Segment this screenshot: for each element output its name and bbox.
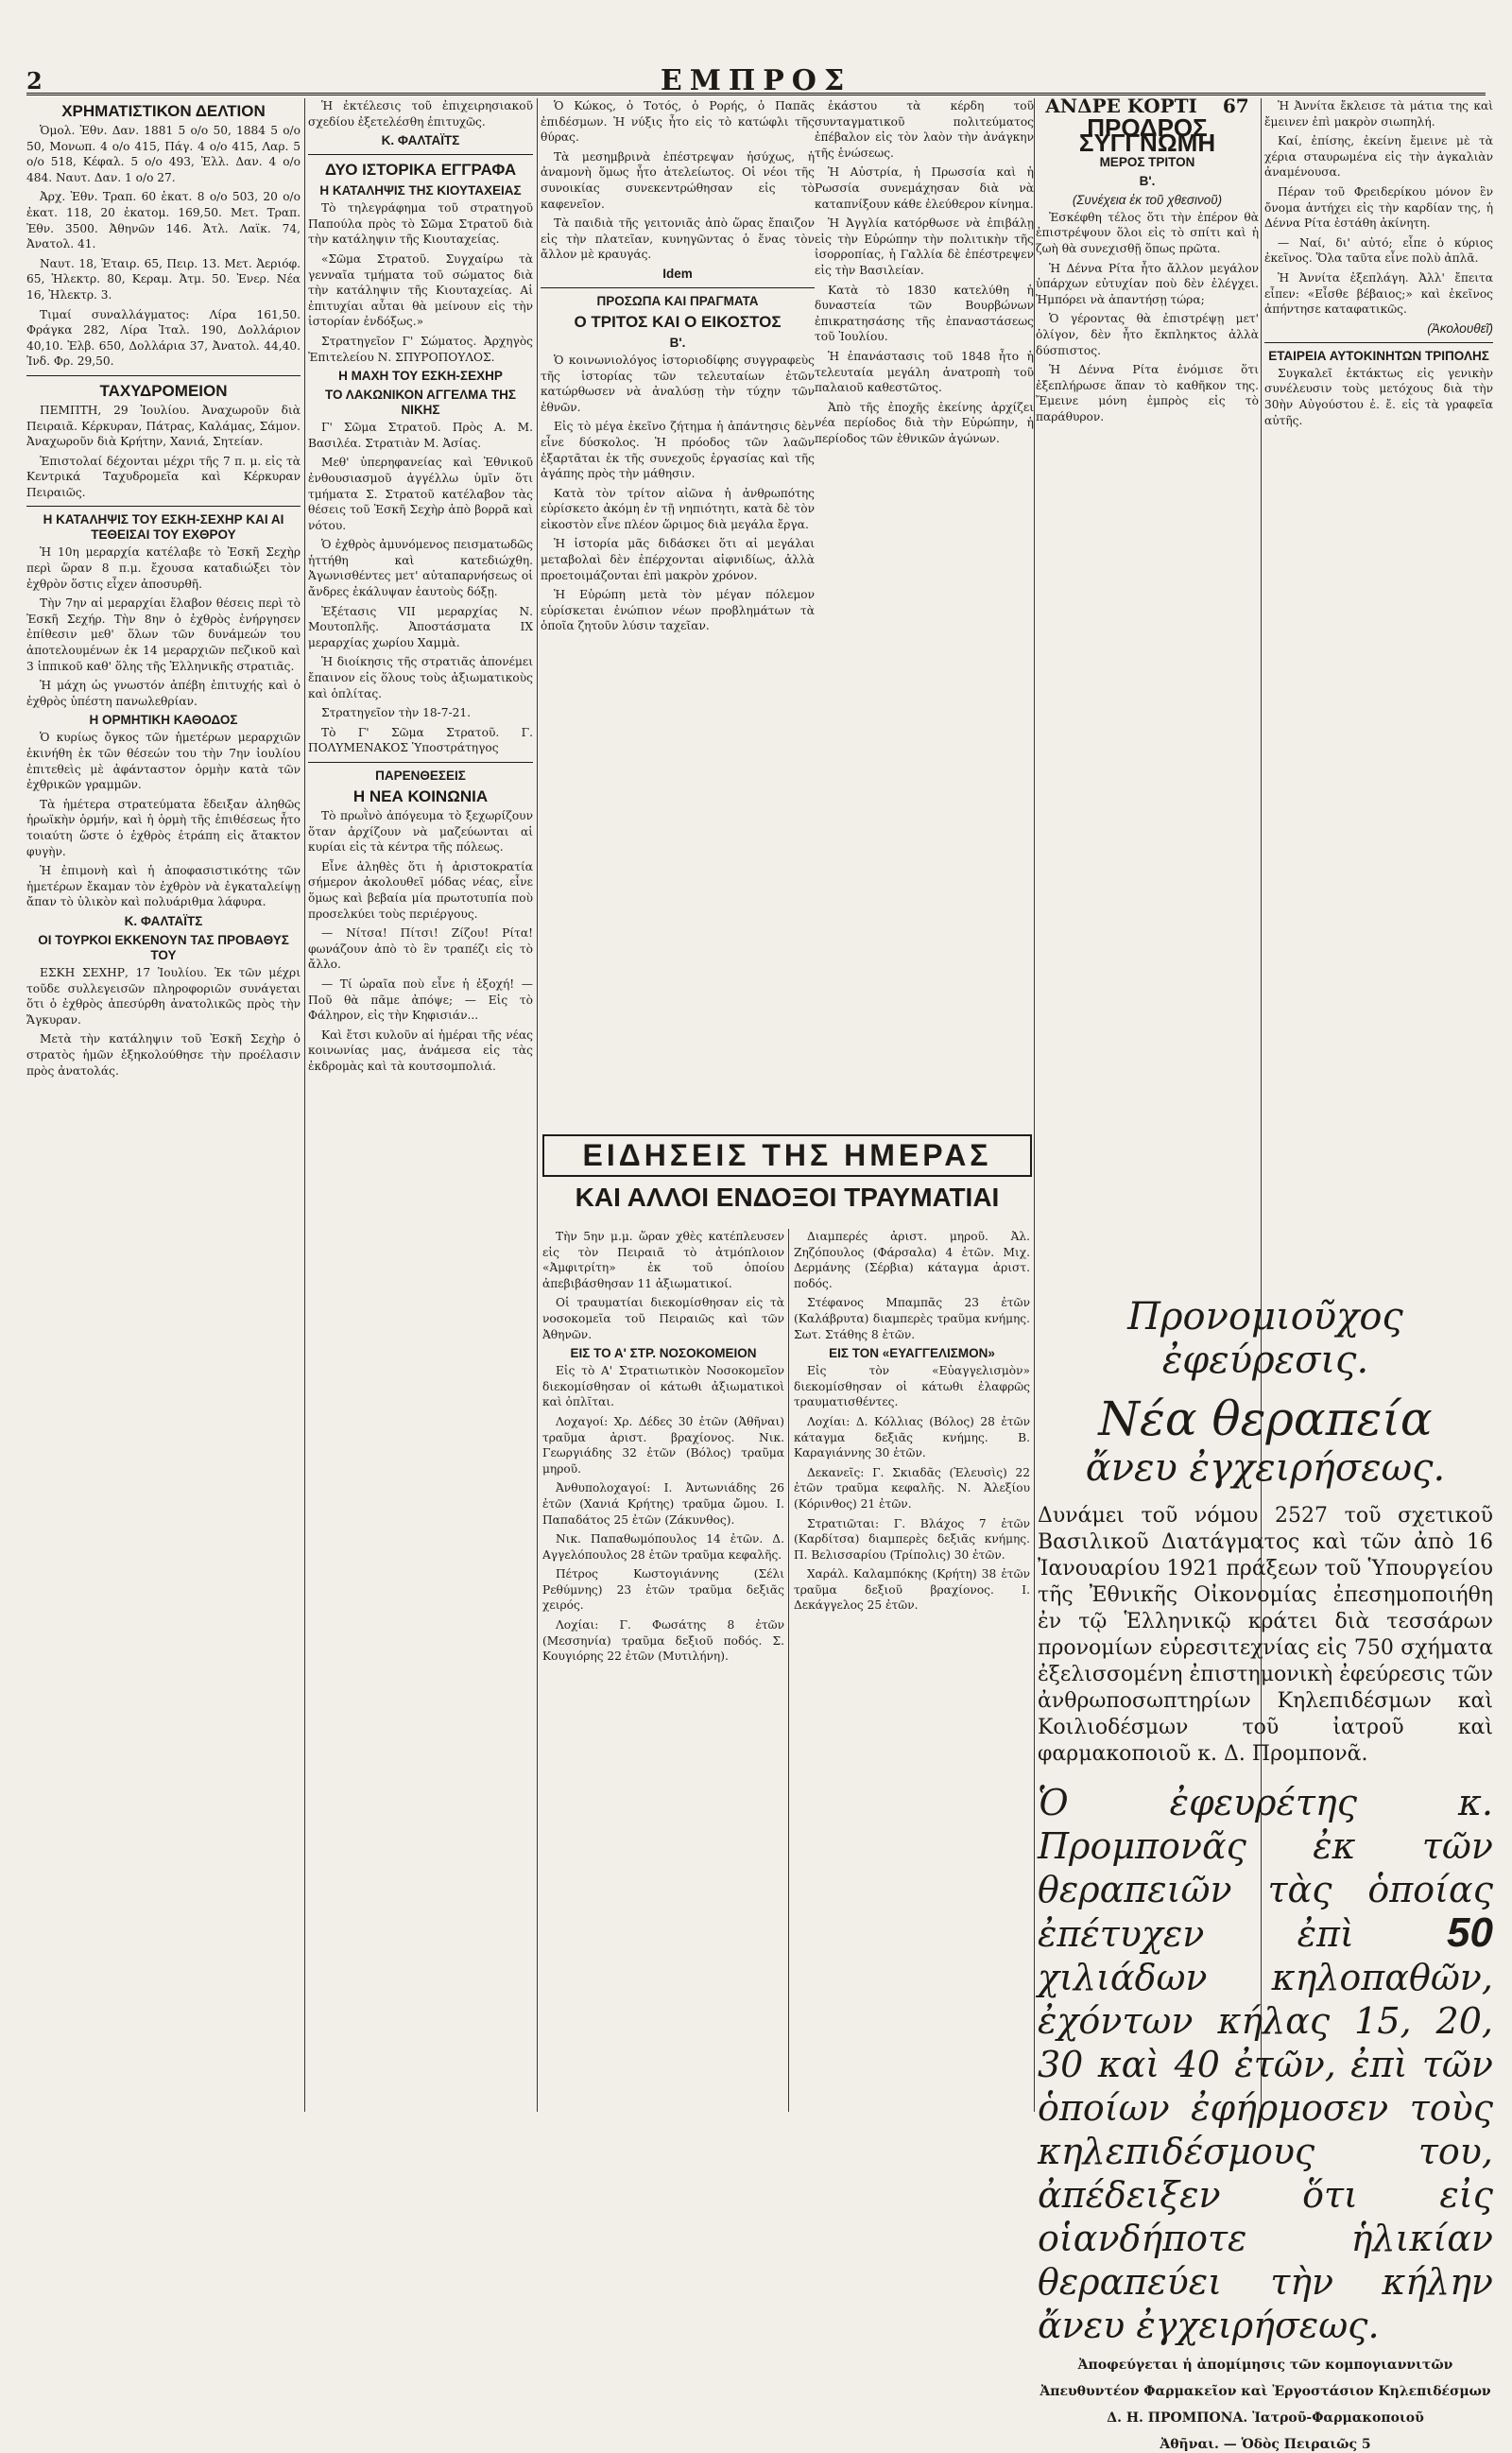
- heading-eski: Η ΚΑΤΑΛΗΨΙΣ ΤΟΥ ΕΣΚΗ-ΣΕΧΗΡ ΚΑΙ ΑΙ ΤΕΘΕΙΣΑΙ ΤΟΥ ΕΧΘΡΟΥ: [43, 512, 284, 543]
- article-para: Κατὰ τὸν τρίτον αἰῶνα ἡ ἀνθρωπότης εὑρίσκετο ἀκόμη ἐν τῇ νηπιότητι, κατὰ δὲ τὸν εἰκοστὸν εἶνε πλέον ὥριμος διὰ μεγάλα ἔργα.: [541, 486, 815, 531]
- column-market-news: [26, 98, 301, 2112]
- serial-part: ΜΕΡΟΣ ΤΡΙΤΟΝ: [1099, 154, 1195, 169]
- heading-part: Β'.: [669, 335, 686, 350]
- ad-number: 50: [1447, 1909, 1493, 1956]
- ad-foot2: Ἀπευθυντέον Φαρμακεῖον καὶ Ἐργοστάσιον Κηλεπιδέσμων: [1040, 2384, 1491, 2399]
- ad-invention: Ὁ ἐφευρέτης κ. Προμπονᾶς ἐκ τῶν θεραπειῶν τὰς ὁποίας ἐπέτυχεν ἐπὶ 50 χιλιάδων κηλοπαθῶν, ἐχόντων κήλας 15, 20, 30 καὶ 40 ἐτῶν, ἐπὶ τῶν ὁποίων ἐφήρμοσεν τοὺς κηλεπιδέσμους του, ἀπέδειξεν ὅτι εἰς οἱανδήποτε ἡλικίαν θεραπεύει τὴν κήλην ἄνευ ἐγχειρήσεως.: [1038, 1782, 1493, 2346]
- serial-para: Ὁ γέροντας θὰ ἐπιστρέψῃ μετ' ὀλίγον, δὲν ἦτο ἔκπληκτος ἀλλὰ δύσπιστος.: [1036, 312, 1259, 357]
- article-para: ΕΣΚΗ ΣΕΧΗΡ, 17 Ἰουλίου. Ἐκ τῶν μέχρι τοῦδε συλλεγεισῶν πληροφοριῶν συνάγεται ὅτι ὁ ἐχθρὸς ἀπεσύρθη ἀνατολικῶς πρὸς τὴν Ἄγκυραν.: [26, 965, 301, 1027]
- article-para: Κατὰ τὸ 1830 κατελύθη ἡ δυναστεία τῶν Βουρβώνων ἐπικρατησάσης τῆς ἐπαναστάσεως τοῦ Ἰουλίου.: [815, 283, 1034, 344]
- article-para: Στρατηγεῖον τὴν 18-7-21.: [321, 706, 472, 720]
- ad-text: Δυνάμει τοῦ νόμου 2527 τοῦ σχετικοῦ Βασιλικοῦ Διατάγματος καὶ τῶν ἀπὸ 16 Ἰανουαρίου 1921 πράξεων τοῦ Ὑπουργείου τῆς Ἐθνικῆς Οἰκονομίας ἐπεσημοποιήθη ἐν τῷ Ἑλληνικῷ κράτει διὰ τεσσάρων προνομίων εὑρεσιτεχνίας εἰς 750 σχήματα ἐξελισσομένη ἐπιστημονικὴ ἐφεύρεσις τῶν ἀνθρωποσωπτηρίων Κηλεπιδέσμων καὶ Κοιλιοδέσμων τοῦ ἰατροῦ καὶ φαρμακοποιοῦ κ. Δ. Προμπονᾶ.: [1038, 1504, 1493, 1766]
- mail-para: ΠΕΜΠΤΗ, 29 Ἰουλίου. Ἀναχωροῦν διὰ Πειραιᾶ. Κέρκυραν, Πάτρας, Καλάμας, Σάμον. Ἀναχωροῦν διὰ Κρήτην, Χανιά, Σητείαν.: [26, 403, 301, 449]
- column-serial-cont: [1264, 98, 1493, 1284]
- article-para: Ἡ Ἀγγλία κατόρθωσε νὰ ἐπιβάλῃ εἰς τὴν Εὐρώπην τὴν πολιτικὴν τῆς ἰσορροπίας, ἡ Γαλλία δὲ ἐπέστρεψεν εἰς τὴν Βασιλείαν.: [815, 216, 1034, 277]
- market-para: Ἀρχ. Ἐθν. Τραπ. 60 ἐκατ. 8 ο/ο 503, 20 ο/ο ἐκατ. 118, 20 ἐκατομ. 169,50. Μετ. Τραπ. Ἐθν. 3500. Ἀθηνῶν 146. Ἀτλ. Λαϊκ. 74, Ἀνατολ. 41.: [26, 190, 301, 251]
- article-para: Ἡ ἱστορία μᾶς διδάσκει ὅτι αἱ μεγάλαι μεταβολαὶ δὲν ἐπέρχονται αἰφνιδίως, ἀλλὰ προετοιμάζονται ἐπὶ μακρὸν χρόνον.: [541, 537, 815, 582]
- column-essay: [541, 98, 815, 1123]
- article-para: Τὰ μεσημβρινὰ ἐπέστρεψαν ἡσύχως, ἡ ἀναμονὴ ὅμως ἦτο ἀτελείωτος. Οἱ νέοι τῆς συνοικίας συνεκεντρώθησαν εἰς τὸ καφενεῖον.: [541, 149, 815, 211]
- article-para: Γ' Σῶμα Στρατοῦ. Πρὸς Α. Μ. Βασιλέα. Στρατιὰν Μ. Ἀσίας.: [308, 421, 533, 450]
- news-heading: ΕΙΔΗΣΕΙΣ ΤΗΣ ΗΜΕΡΑΣ: [542, 1134, 1032, 1177]
- market-para: Ναυτ. 18, Ἑταιρ. 65, Πειρ. 13. Μετ. Ἀεριόφ. 65, Ἡλεκτρ. 80, Κεραμ. Ἀτμ. 50. Ἐνερ. Νέα 16, Ἠλεκτρ. 3.: [26, 256, 301, 302]
- article-para: Λοχίαι: Δ. Κόλλιας (Βόλος) 28 ἐτῶν κάταγμα δεξιᾶς κνήμης. Β. Καραγιάννης 30 ἐτῶν.: [794, 1414, 1030, 1460]
- column-wounded-right: [794, 1229, 1030, 2112]
- heading-battle: Η ΜΑΧΗ ΤΟΥ ΕΣΚΗ-ΣΕΧΗΡ: [338, 369, 503, 384]
- article-para: «Σῶμα Στρατοῦ. Συγχαίρω τὰ γενναῖα τμήματα τοῦ σώματος διὰ τὴν κατάληψιν τῆς Κιουταχείας. Αἱ ἐπιτυχίαι αὗται θὰ μείνουν εἰς τὴν ἱστορίαν ἐνδόξως.»: [308, 251, 533, 329]
- market-para: Ὁμολ. Ἐθν. Δαν. 1881 5 ο/ο 50, 1884 5 ο/ο 50, Μονωπ. 4 ο/ο 415, Πάγ. 4 ο/ο 415, Λαρ. 5 ο/ο 518, Κέφαλ. 5 ο/ο 493, Ἑλλ. Δαν. 4 ο/ο 484. Ναυτ. Δαν. 1 ο/ο 27.: [26, 124, 301, 184]
- article-para: Εἰς τὸ Α' Στρατιωτικὸν Νοσοκομεῖον διεκομίσθησαν οἱ κάτωθι ἀξιωματικοὶ καὶ ὁπλῖται.: [542, 1364, 784, 1409]
- article-para: Ἐξέτασις VII μεραρχίας Ν. Μουτοπλῆς. Ἀποστάσματα IX μεραρχίας χωρίου Χαμμὰ.: [308, 604, 533, 649]
- serial-para: — Ναί, δι' αὐτό; εἶπε ὁ κύριος ἐκεῖνος. Ὅλα ταῦτα εἶνε πολὺ ἀπλᾶ.: [1264, 235, 1493, 266]
- article-para: Τὰ παιδιὰ τῆς γειτονιᾶς ἀπὸ ὥρας ἔπαιζον εἰς τὴν πλατεῖαν, κυνηγῶντας ὁ ἕνας τὸν ἄλλον μὲ κραυγάς.: [541, 216, 815, 262]
- article-para: Στρατιῶται: Γ. Βλάχος 7 ἐτῶν (Καρδίτσα) διαμπερὲς δεξιᾶς κνήμης. Π. Βελισσαρίου (Τρίπολις) 30 ἐτῶν.: [794, 1516, 1030, 1562]
- market-para: Τιμαί συναλλάγματος: Λίρα 161,50. Φράγκα 282, Λίρα Ἰταλ. 190, Δολλάριον 40,10. Ἐλβ. 650, Δολλάρια 37, Ἀνατολ. 44,40. Ἰνδ. Φρ. 29,50.: [26, 307, 301, 369]
- article-para: Οἱ τραυματίαι διεκομίσθησαν εἰς τὰ νοσοκομεῖα τοῦ Πειραιῶς καὶ τῶν Ἀθηνῶν.: [542, 1296, 784, 1341]
- ad-line3: ἄνευ ἐγχειρήσεως.: [1085, 1446, 1446, 1490]
- article-para: Ὁ ἐχθρὸς ἀμυνόμενος πεισματωδῶς ἡττήθη καὶ κατεδιώχθη. Ἀγωνισθέντες μετ' αὐταπαρνήσεως οἱ ἄνδρες ἐκάλυψαν ἑαυτοὺς δόξῃ.: [308, 538, 533, 599]
- heading-evangelismos: ΕΙΣ ΤΟΝ «ΕΥΑΓΓΕΛΙΣΜΟΝ»: [829, 1346, 995, 1361]
- serial-title: ΠΡΟΔΡΟΣ ΣΥΓΓΝΩΜΗ: [1078, 112, 1216, 158]
- article-para: — Νίτσα! Πίτσι! Ζίζου! Ρίτα! φωνάζουν ἀπὸ τὸ ἓν τραπέζι εἰς τὸ ἄλλο.: [308, 926, 533, 972]
- heading-kiout: Η ΚΑΤΑΛΗΨΙΣ ΤΗΣ ΚΙΟΥΤΑΧΕΙΑΣ: [319, 183, 522, 199]
- serial-para: Ἡ Δέννα Ρίτα ἦτο ἄλλον μεγάλον ὑπάρχων εὐτυχίαν ποὺ δὲν ἐλέγχει. Ἠμπόρει νὰ ἀπαντήσῃ τώρα;: [1036, 261, 1259, 306]
- article-para: Στρατηγεῖον Γ' Σώματος. Ἀρχηγὸς Ἐπιτελείου Ν. ΣΠΥΡΟΠΟΥΛΟΣ.: [308, 334, 533, 364]
- heading-hist: ΔΥΟ ΙΣΤΟΡΙΚΑ ΕΓΓΡΑΦΑ: [324, 161, 517, 180]
- article-para: Εἰς τὸν «Εὐαγγελισμὸν» διεκομίσθησαν οἱ κάτωθι ἐλαφρῶς τραυματισθέντες.: [794, 1364, 1030, 1409]
- article-para: Ἀνθυπολοχαγοί: Ι. Ἀντωνιάδης 26 ἐτῶν (Χανιά Κρήτης) τραῦμα ὤμου. Ι. Παπαδάτος 25 ἐτῶν (Ζάκυνθος).: [542, 1481, 784, 1527]
- column-rule: [788, 1229, 789, 2112]
- article-para: Ἡ διοίκησις τῆς στρατιᾶς ἀπονέμει ἔπαινον εἰς ὅλους τοὺς ἀξιωματικοὺς καὶ ὁπλίτας.: [308, 655, 533, 700]
- heading-laconic: ΤΟ ΛΑΚΩΝΙΚΟΝ ΑΓΓΕΛΜΑ ΤΗΣ ΝΙΚΗΣ: [324, 388, 517, 418]
- article-para: Στέφανος Μπαμπᾶς 23 ἐτῶν (Καλάβρυτα) διαμπερὲς τραῦμα κνήμης. Σωτ. Στάθης 8 ἐτῶν.: [794, 1296, 1030, 1341]
- ad-foot3: Δ. Η. ΠΡΟΜΠΟΝΑ. Ἰατροῦ-Φαρμακοποιοῦ: [1107, 2410, 1424, 2426]
- article-para: Ἡ μάχη ὡς γνωστόν ἀπέβη ἐπιτυχής καὶ ὁ ἐχθρὸς ὑπέστη πανωλεθρίαν.: [26, 679, 301, 708]
- article-para: Εἰς τὸ μέγα ἐκεῖνο ζήτημα ἡ ἀπάντησις δὲν εἶνε δύσκολος. Ἡ πρόοδος τῶν λαῶν ἐξαρτᾶται ἐκ τῆς συνεχοῦς ἐργασίας καὶ τῆς ἀγάπης πρὸς τὴν μάθησιν.: [541, 420, 815, 481]
- column-essay-cont: [815, 98, 1034, 1123]
- article-para: Ὁ κοινωνιολόγος ἱστοριοδίφης συγγραφεὺς τῆς ἱστορίας τῶν τελευταίων ἐτῶν κατώρθωσεν νὰ ἀναλύσῃ τὴν τύχην τῶν ἐθνῶν.: [541, 353, 815, 414]
- heading-nosokomeion: ΕΙΣ ΤΟ Α' ΣΤΡ. ΝΟΣΟΚΟΜΕΙΟΝ: [570, 1346, 757, 1361]
- masthead: [26, 63, 1486, 97]
- serial-para: Καί, ἐπίσης, ἐκείνη ἔμεινε μὲ τὰ χέρια σταυρωμένα εἰς τὴν ἀγκαλιὰν ἀναμένουσα.: [1264, 134, 1493, 180]
- article-para: Τὴν 5ην μ.μ. ὥραν χθὲς κατέπλευσεν εἰς τὸν Πειραιᾶ τὸ ἀτμόπλοιον «Ἀμφιτρίτη» ἐκ τοῦ ὁποίου ἀπεβιβάσθησαν 11 ἀξιωματικοί.: [542, 1230, 784, 1290]
- article-para: Ἡ ἐπανάστασις τοῦ 1848 ἦτο ἡ τελευταία μεγάλη ἀνατροπὴ τοῦ παλαιοῦ καθεστῶτος.: [815, 349, 1034, 395]
- heading-tritos: Ο ΤΡΙΤΟΣ ΚΑΙ Ο ΕΙΚΟΣΤΟΣ: [574, 312, 782, 331]
- heading-kathodos: Η ΟΡΜΗΤΙΚΗ ΚΑΘΟΔΟΣ: [89, 713, 238, 728]
- article-para: Δεκανεῖς: Γ. Σκιαδᾶς (Ἐλευσὶς) 22 ἐτῶν τραῦμα κεφαλῆς. Ν. Ἀλεξίου (Κόρινθος) 21 ἐτῶν.: [794, 1465, 1030, 1511]
- column-wounded-left: [542, 1229, 784, 2112]
- advertisement: [1038, 1295, 1493, 2452]
- article-para: Ὁ Κώκος, ὁ Τοτός, ὁ Ρορής, ὁ Παπᾶς ἐπιδέσμων. Ἡ νύξις ἦτο εἰς τὸ κατώφλι τῆς θύρας.: [541, 99, 815, 145]
- serial-para: Ἡ Δέννα Ρίτα ἐνόμισε ὅτι ἐξεπλήρωσε ἅπαν τὸ καθῆκον της. Ἔμεινε μόνη ἐμπρὸς εἰς τὸ παράθυρον.: [1036, 363, 1259, 423]
- column-war-news: [308, 98, 533, 2112]
- column-rule: [1034, 98, 1035, 2112]
- newspaper-title: ΕΜΠΡΟΣ: [660, 63, 852, 97]
- signature: Κ. ΦΑΛΤΑΪΤΣ: [381, 133, 460, 148]
- signature: Κ. ΦΑΛΤΑΪΤΣ: [124, 913, 203, 928]
- article-para: Διαμπερές ἀριστ. μηροῦ. Ἀλ. Ζηζόπουλος (Φάρσαλα) 4 ἐτῶν. Μιχ. Δερμάνης (Σέρβια) κάταγμα ἀριστ. ποδός.: [794, 1230, 1030, 1290]
- article-para: — Τί ὡραῖα ποὺ εἶνε ἡ ἐξοχή! — Ποῦ θὰ πᾶμε ἀπόψε; — Εἰς τὸ Φάληρον, εἰς τὴν Κηφισιάν...: [308, 976, 533, 1023]
- ad-foot1: Ἀποφεύγεται ἡ ἀπομίμησις τῶν κομπογιαννιτῶν: [1077, 2358, 1453, 2373]
- article-para: Τὰ ἡμέτερα στρατεύματα ἔδειξαν ἀληθῶς ἡρωϊκὴν ὁρμήν, καὶ ἡ ὁρμὴ τῆς ἐπιθέσεως ἦτο τοιαύτη ὥστε ὁ ἐχθρὸς ἐτράπη εἰς ἄτακτον φυγὴν.: [26, 797, 301, 858]
- company-para: Συγκαλεῖ ἐκτάκτως εἰς γενικὴν συνέλευσιν τοὺς μετόχους διὰ τὴν 30ὴν Αὐγούστου ἐ. ἔ. εἰς τὰ γραφεῖα αὐτῆς.: [1264, 366, 1493, 427]
- article-para: Εἶνε ἀληθὲς ὅτι ἡ ἀριστοκρατία σήμερον ἀκολουθεῖ μόδας νέας, εἶνε ὅμως καὶ βεβαία μία πρωτοτυπία ποὺ προσελκύει τοὺς περιέργους.: [308, 859, 533, 921]
- signature: Idem: [662, 266, 693, 281]
- page-number: 2: [26, 66, 43, 95]
- episode-number: 67: [1222, 95, 1249, 117]
- article-para: Λοχίαι: Γ. Φωσάτης 8 ἐτῶν (Μεσσηνία) τραῦμα δεξιοῦ ποδός. Σ. Κουγιόρης 22 ἐτῶν (Μυτιλήνη).: [542, 1618, 784, 1664]
- serial-para: Ἡ Ἀννίτα ἐξεπλάγη. Ἀλλ' ἔπειτα εἶπεν: «Εἶσθε βέβαιος;» καὶ ἐκεῖνος ἀπήντησε καταφατικῶς.: [1264, 270, 1493, 317]
- article-para: Ὁ κυρίως ὄγκος τῶν ἡμετέρων μεραρχιῶν ἐκινήθη ἐκ τῶν θέσεών του τὴν 7ην ἰουλίου ἐπιτεθεὶς μὲ ἀφάνταστον ὁρμὴν κατὰ τῶν ἐχθρικῶν γραμμῶν.: [26, 731, 301, 792]
- article-para: Λοχαγοί: Χρ. Δέδες 30 ἐτῶν (Ἀθῆναι) τραῦμα ἀριστ. βραχίονος. Νικ. Γεωργιάδης 32 ἐτῶν (Βόλος) τραῦμα μηροῦ.: [542, 1414, 784, 1476]
- article-para: Ἡ ἐκτέλεσις τοῦ ἐπιχειρησιακοῦ σχεδίου ἐξετελέσθη ἐπιτυχῶς.: [308, 99, 533, 129]
- heading-koinonia: Η ΝΕΑ ΚΟΙΝΩΝΙΑ: [352, 787, 489, 805]
- ad-line1: Προνομιοῦχος ἐφεύρεσις.: [1127, 1295, 1403, 1382]
- serial-to-follow: (Ἀκολουθεῖ): [1427, 320, 1493, 336]
- serial-author: ΑΝΔΡΕ ΚΟΡΤΙ 67: [1045, 95, 1249, 117]
- heading-mail: ΤΑΧΥΔΡΟΜΕΙΟΝ: [99, 381, 228, 400]
- serial-para: Ἐσκέφθη τέλος ὅτι τὴν ἐπέρον θὰ ἐπιστρέψουν ὅλοι εἰς τὸ σπίτι καὶ ἡ ζωὴ θὰ συνεχισθῇ ὅπως πρῶτα.: [1036, 210, 1259, 255]
- ad-line2: Νέα θεραπεία: [1098, 1391, 1433, 1446]
- column-serial: [1036, 95, 1259, 1284]
- heading-osm: ΟΙ ΤΟΥΡΚΟΙ ΕΚΚΕΝΟΥΝ ΤΑΣ ΠΡΟΒΑΘΥΣ ΤΟΥ: [38, 932, 289, 962]
- news-headline: [542, 1134, 1032, 1221]
- heading-company: ΕΤΑΙΡΕΙΑ ΑΥΤΟΚΙΝΗΤΩΝ ΤΡΙΠΟΛΗΣ: [1268, 348, 1489, 363]
- article-para: Τὴν 7ην αἱ μεραρχίαι ἔλαβον θέσεις περὶ τὸ Ἐσκῆ Σεχήρ. Τὴν 8ην ὁ ἐχθρὸς ἐνήργησεν ἐπίθεσιν μεθ' ὅλων τῶν δυνάμεών του ἀποτελουμένων ἐκ 14 μεραρχιῶν πεζικοῦ καὶ 3 ἱππικοῦ καθ' ὅλης τῆς Ἑλληνικῆς στρατιᾶς.: [26, 596, 301, 673]
- article-para: Καὶ ἔτσι κυλοῦν αἱ ἡμέραι τῆς νέας κοινωνίας μας, ἀνάμεσα εἰς τὰς ἐκδρομὰς καὶ τὰ κουτσομπολιά.: [308, 1028, 533, 1073]
- article-para: Ἡ Αὐστρία, ἡ Πρωσσία καὶ ἡ Ρωσσία συνεμάχησαν διὰ νὰ καταπνίξουν κάθε ἐλεύθερον κίνημα.: [815, 165, 1034, 211]
- article-para: Ἡ Εὐρώπη μετὰ τὸν μέγαν πόλεμον εὑρίσκεται ἐνώπιον νέων προβλημάτων τὰ ὁποῖα ζητοῦν λύσιν ταχεῖαν.: [541, 588, 815, 633]
- article-para: Τὸ πρωῒνὸ ἀπόγευμα τὸ ξεχωρίζουν ὅταν ἀρχίζουν νὰ μαζεύωνται αἱ κυρίαι εἰς τὰ κέντρα τῆς πόλεως.: [308, 809, 533, 855]
- serial-continued: (Συνέχεια ἐκ τοῦ χθεσινοῦ): [1072, 192, 1223, 207]
- heading-prosopa: ΠΡΟΣΩΠΑ ΚΑΙ ΠΡΑΓΜΑΤΑ: [596, 293, 759, 308]
- article-para: Νικ. Παπαθωμόπουλος 14 ἐτῶν. Δ. Αγγελόπουλος 28 ἐτῶν τραῦμα κεφαλῆς.: [542, 1532, 784, 1562]
- serial-subpart: Β'.: [1139, 173, 1156, 188]
- column-rule: [537, 98, 538, 2112]
- mail-para: Ἐπιστολαί δέχονται μέχρι τῆς 7 π. μ. εἰς τὰ Κεντρικά Ταχυδρομεῖα καὶ Κέρκυραν Πειραιῶς.: [26, 454, 301, 499]
- article-para: Ἡ 10η μεραρχία κατέλαβε τὸ Ἐσκῆ Σεχὴρ περὶ ὥραν 8 π.μ. ἔχουσα καταδιώξει τὸν ἐχθρὸν ὅστις εἶχεν ἀποσυρθῆ.: [26, 545, 301, 591]
- article-para: Τὸ τηλεγράφημα τοῦ στρατηγοῦ Παπούλα πρὸς τὸ Σῶμα Στρατοῦ διὰ τὴν κατάληψιν τῆς Κιουταχείας.: [308, 201, 533, 247]
- article-para: Ἡ ἐπιμονὴ καὶ ἡ ἀποφασιστικότης τῶν ἡμετέρων ἔκαμαν τὸν ἐχθρὸν νὰ ἐγκαταλείψῃ ἄπαν τὸ ὑλικὸν καὶ πολυάριθμα λάφυρα.: [26, 864, 301, 909]
- heading-market: ΧΡΗΜΑΤΙΣΤΙΚΟΝ ΔΕΛΤΙΟΝ: [61, 102, 266, 120]
- article-para: ἑκάστου τὰ κέρδη τοῦ συνταγματικοῦ πολιτεύματος ἐπέβαλον εἰς τὸν λαὸν τὴν ἀνάγκην τῆς ἑνώσεως.: [815, 99, 1034, 160]
- article-para: Χαράλ. Καλαμπόκης (Κρήτη) 38 ἐτῶν τραῦμα δεξιοῦ βραχίονος. Ι. Δεκάγγελος 25 ἐτῶν.: [794, 1567, 1030, 1613]
- column-rule: [304, 98, 305, 2112]
- article-para: Τὸ Γ' Σῶμα Στρατοῦ. Γ. ΠΟΛΥΜΕΝΑΚΟΣ Ὑποστράτηγος: [308, 725, 533, 755]
- heading-parentheseis: ΠΑΡΕΝΘΕΣΕΙΣ: [375, 769, 466, 783]
- serial-para: Πέραν τοῦ Φρειδερίκου μόνον ἓν ὄνομα ἀντήχει εἰς τὴν καρδίαν της, ἡ Δέννα Ρίτα ἐστάθη ἀκίνητη.: [1264, 184, 1493, 231]
- article-para: Μετὰ τὴν κατάληψιν τοῦ Ἐσκῆ Σεχὴρ ὁ στρατὸς ἡμῶν ἐξηκολούθησε τὴν προέλασιν πρὸς ἀνατολάς.: [26, 1032, 301, 1078]
- news-subheading: ΚΑΙ ΑΛΛΟΙ ΕΝΔΟΞΟΙ ΤΡΑΥΜΑΤΙΑΙ: [575, 1183, 1000, 1212]
- article-para: Πέτρος Κωστογιάννης (Σέλι Ρεθύμνης) 23 ἐτῶν τραῦμα δεξιᾶς χειρός.: [542, 1567, 784, 1613]
- ad-foot4: Ἀθῆναι. — Ὁδὸς Πειραιῶς 5: [1160, 2437, 1371, 2452]
- serial-para: Ἡ Ἀννίτα ἔκλεισε τὰ μάτια της καὶ ἔμεινεν ἐπὶ μακρὸν σιωπηλή.: [1264, 99, 1493, 129]
- article-para: Ἀπὸ τῆς ἐποχῆς ἐκείνης ἀρχίζει νέα περίοδος διὰ τὴν Εὐρώπην, ἡ περίοδος τῶν ἐθνικῶν ἀγώνων.: [815, 400, 1034, 445]
- article-para: Μεθ' ὑπερηφανείας καὶ Ἐθνικοῦ ἐνθουσιασμοῦ ἀγγέλλω ὑμῖν ὅτι τμήματα Σ. Στρατοῦ κατέλαβον τὰς θέσεις τοῦ Ἐσκῆ Σεχὴρ ἀπὸ βορρᾶ καὶ νότου.: [308, 456, 533, 532]
